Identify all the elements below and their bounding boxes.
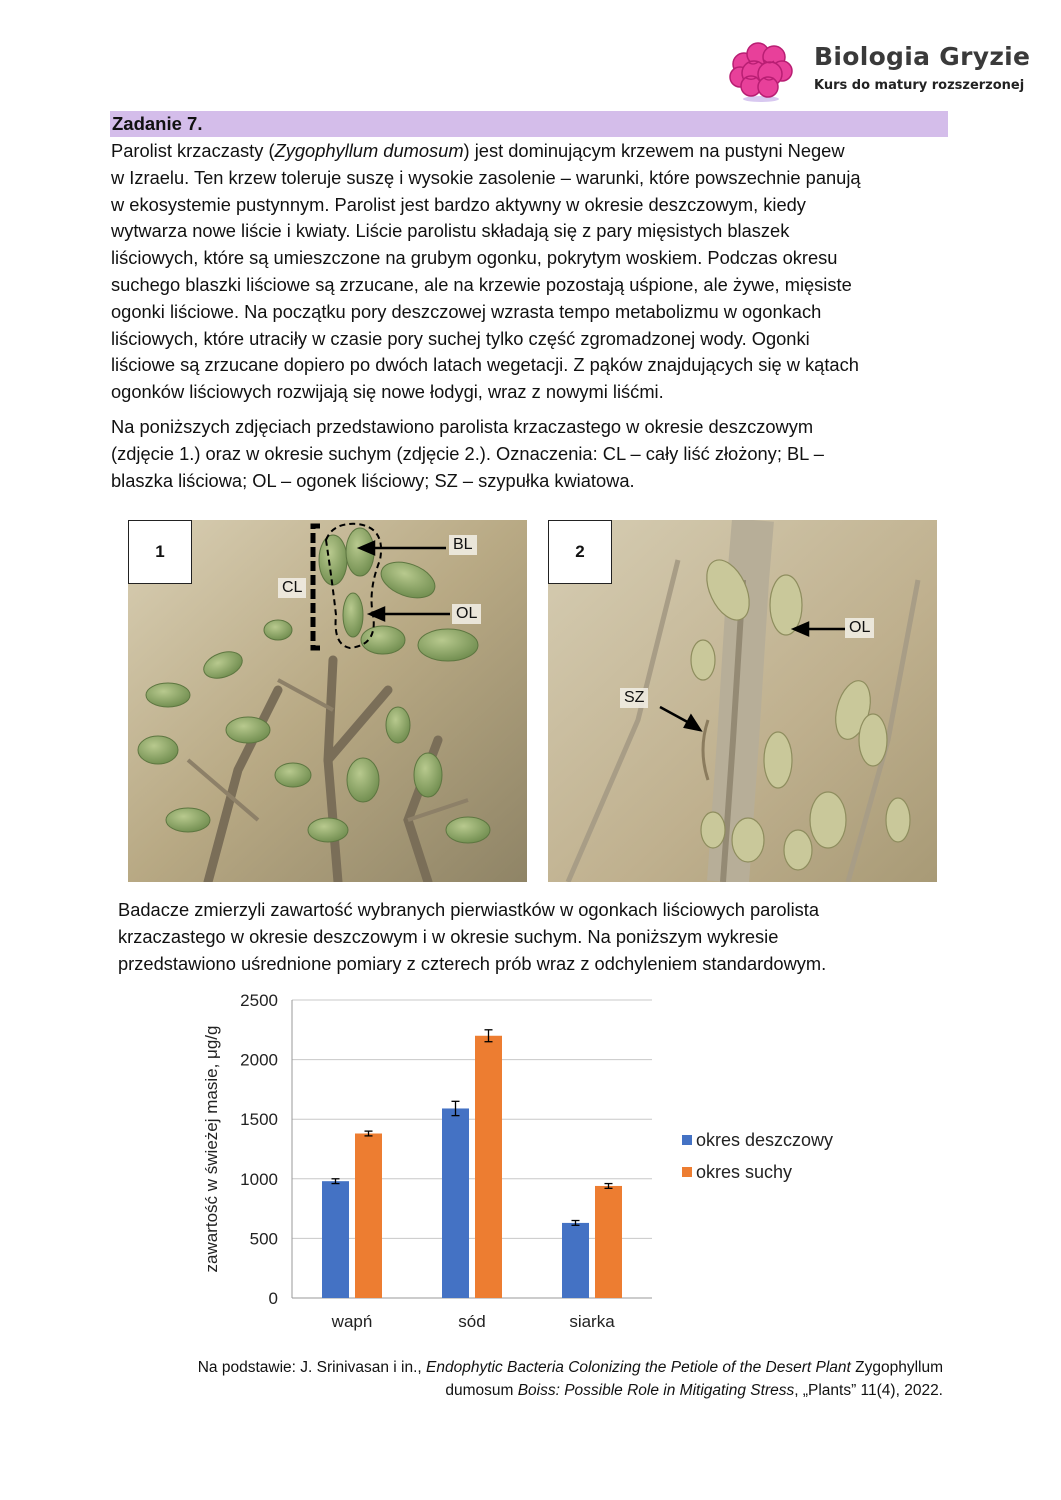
bar (322, 1181, 349, 1298)
legend-label: okres deszczowy (696, 1130, 834, 1150)
photo-number-badge: 1 (128, 520, 192, 584)
chart-description (118, 897, 968, 977)
intro-line: liściowych, które są umieszczone na grubym ogonku, pokrytym woskiem. Podczas okresu (111, 247, 838, 269)
label-ol: OL (452, 604, 481, 624)
bar-chart-svg (195, 985, 875, 1335)
label-cl: CL (278, 578, 306, 598)
bar (355, 1134, 382, 1298)
photo-rainy-season (128, 520, 527, 882)
photos-description-line: Na poniższych zdjęciach przedstawiono parolista krzaczastego w okresie deszczowym (111, 416, 814, 437)
task-title: Zadanie 7. (112, 113, 203, 134)
bar (595, 1186, 622, 1298)
bar (562, 1223, 589, 1298)
bar-chart (195, 985, 875, 1335)
brand-logo (728, 40, 1048, 110)
y-tick-label: 2500 (240, 991, 278, 1010)
photo-number-badge: 2 (548, 520, 612, 584)
photos-description (111, 414, 961, 494)
label-ol: OL (845, 618, 874, 638)
intro-line: liściowe są zrzucane dopiero po dwóch latach wegetacji. Z pąków znajdujących się w kątach (111, 354, 859, 376)
y-tick-label: 1500 (240, 1110, 278, 1130)
photo-dry-season (548, 520, 937, 882)
intro-line: suchego blaszki liściowe są zrzucane, ale na krzewie pozostają uśpione, ale żywe, mięsiste (111, 273, 852, 295)
y-tick-label: 500 (249, 1229, 278, 1249)
intro-line: ogonki liściowe. Na początku pory deszczowej wzrasta tempo metabolizmu w ogonkach (111, 300, 822, 322)
chart-description-line: krzaczastego w okresie deszczowym i w okresie suchym. Na poniższym wykresie (118, 925, 779, 947)
x-tick-label: wapń (331, 1312, 373, 1331)
y-tick-label: 2000 (240, 1050, 278, 1070)
bar (475, 1036, 502, 1298)
intro-line: Parolist krzaczasty (Zygophyllum dumosum) jest dominującym krzewem na pustyni Negew (111, 140, 845, 161)
x-tick-label: sód (458, 1312, 486, 1331)
y-tick-label: 1000 (240, 1169, 278, 1189)
y-tick-label: 0 (268, 1289, 278, 1308)
chart-description-line: Badacze zmierzyli zawartość wybranych pierwiastków w ogonkach liściowych parolista (118, 899, 820, 920)
brand-subtitle: Kurs do matury rozszerzonej (814, 78, 1025, 93)
x-tick-label: siarka (569, 1312, 615, 1331)
intro-line: w Izraelu. Ten krzew toleruje suszę i wysokie zasolenie – warunki, które powszechnie panują (111, 166, 861, 188)
intro-line: wytwarza nowe liście i kwiaty. Liście parolistu składają się z pary mięsistych blaszek (111, 220, 790, 242)
intro-line: ogonków liściowych rozwijają się nowe łodygi, wraz z nowymi liśćmi. (111, 381, 664, 403)
citation-line: dumosum Boiss: Possible Role in Mitigating Stress, „Plants” 11(4), 2022. (445, 1382, 943, 1399)
chart-description-line: przedstawiono uśrednione pomiary z czterech prób wraz z odchyleniem standardowym. (118, 952, 827, 974)
photos-description-line: blaszka liściowa; OL – ogonek liściowy; SZ – szypułka kwiatowa. (111, 469, 635, 491)
brain-icon (728, 40, 794, 106)
legend-swatch (682, 1135, 692, 1145)
intro-line: w ekosystemie pustynnym. Parolist jest bardzo aktywny w okresie deszczowym, kiedy (111, 193, 806, 215)
brand-name: Biologia Gryzie (814, 42, 1031, 71)
label-sz: SZ (620, 688, 648, 708)
intro-line: liściowych, które utraciły w czasie pory suchej tylko część zgromadzonej wody. Ogonki (111, 327, 810, 349)
legend-swatch (682, 1167, 692, 1177)
task-header-bar (110, 111, 948, 137)
intro-paragraph (111, 138, 961, 406)
y-axis-title: zawartość w świeżej masie, μg/g (202, 1025, 221, 1273)
photos-description-line: (zdjęcie 1.) oraz w okresie suchym (zdjęcie 2.). Oznaczenia: CL – cały liść złożony; BL – (111, 442, 824, 464)
bar (442, 1108, 469, 1298)
label-bl: BL (449, 535, 477, 555)
citation-line: Na podstawie: J. Srinivasan i in., Endophytic Bacteria Colonizing the Petiole of the Desert Plant Zygophyllum (197, 1359, 943, 1376)
source-citation (0, 1356, 943, 1402)
legend-label: okres suchy (696, 1162, 793, 1182)
